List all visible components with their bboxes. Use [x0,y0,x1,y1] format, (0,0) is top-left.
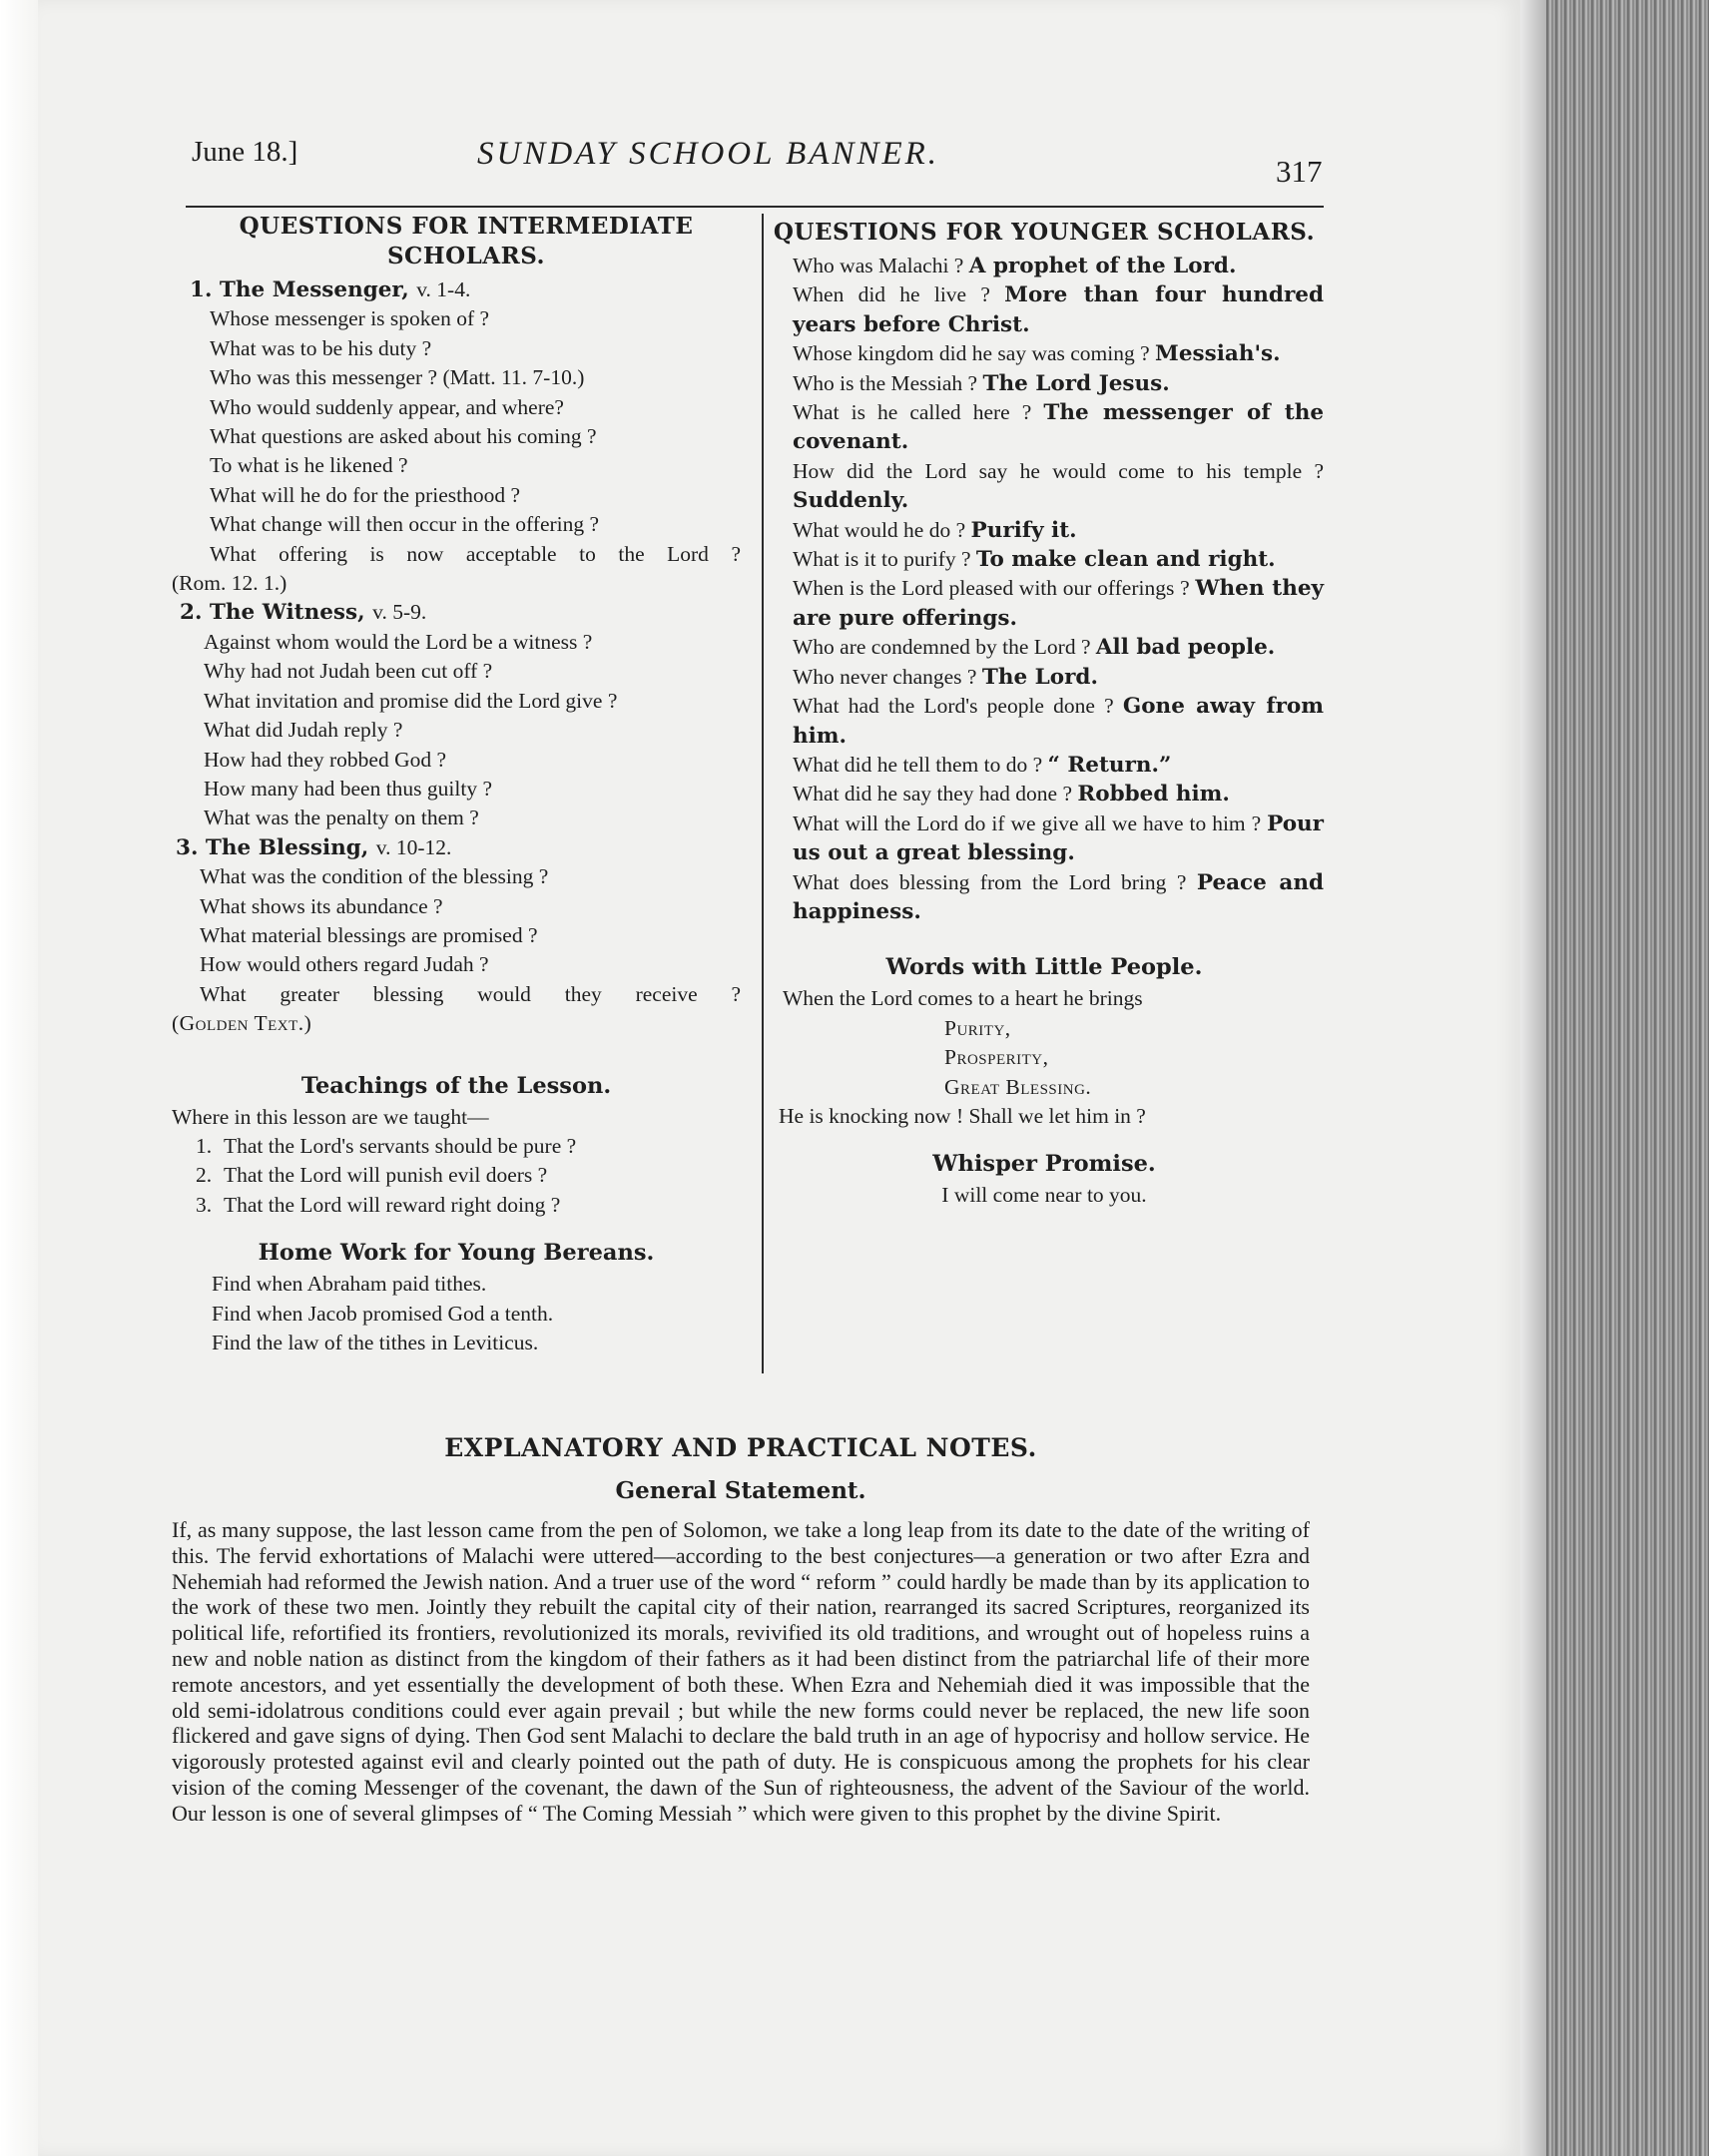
teachings-intro: Where in this lesson are we taught— [172,1104,489,1129]
section-title: 2. The Witness, [180,600,365,626]
page-left-margin [0,0,38,2156]
qa-item: Who never changes ? The Lord. [793,664,1098,690]
question: How had they robbed God ? [204,747,447,772]
notes-title: EXPLANATORY AND PRACTICAL NOTES. [444,1433,1037,1462]
book-spine-edge [1520,0,1709,2156]
qa-item: What is he called here ? The messenger of the covenant. [793,400,1325,455]
question: What invitation and promise did the Lord give ? [204,688,618,713]
question: To what is he likened ? [210,453,408,478]
header-date: June 18.] [192,136,298,168]
question: What questions are asked about his coming ? [210,424,597,449]
question: How many had been thus guilty ? [204,776,493,801]
teaching-item: 2. That the Lord will punish evil doers ? [196,1163,548,1188]
words-item: Prosperity, [944,1045,1049,1070]
section-ref: v. 5-9. [372,600,427,625]
teachings-heading: Teachings of the Lesson. [300,1072,612,1099]
notes-paragraph: If, as many suppose, the last lesson came from the pen of Solomon, we take a long leap from its date to the date of the writing of this. The fervid exhortations of Malachi were uttered—according to the best conjectures—a generation or two after Ezra and Nehemiah had reformed the Jewish nation. And a truer use of the word “ reform ” could hardly be made than by its application to the work of these two men. Jointly they rebuilt the capital city of their nation, rearranged its sacred Scriptures, reorganized its political life, refortified its frontiers, revolutionized its morals, revivified its old traditions, and wrought out of hopeless ruins a new and noble nation as distinct from the kingdom of their fathers as it had been distinct from the patriarchal life of their more remote ancestors, and yet essentially the development of both these. When Ezra and Nehemiah died it was impossible that the old semi-idolatrous conditions could ever again prevail ; but while the new forms could never be replaced, the new life soon flickered and gave signs of dying. Then God sent Malachi to declare the bald truth in an age of hypocrisy and hollow service. He vigorously protested against evil and clearly pointed out the path of duty. He is conspicuous among the prophets for his clear vision of the coming Messenger of the covenant, the dawn of the Sun of righteousness, the advent of the Saviour of the world. Our lesson is one of several glimpses of “ The Coming Messiah ” which were given to this prophet by the divine Spirit. [172,1517,1310,1826]
qa-item: What did he say they had done ? Robbed him. [793,782,1230,808]
question: What did Judah reply ? [204,718,403,743]
question: What was to be his duty ? [210,335,432,360]
qa-item: What will the Lord do if we give all we have to him ? Pour us out a great blessing. [793,810,1325,866]
younger-questions-column [765,218,1324,1211]
question: What was the condition of the blessing ? [200,864,549,889]
intermediate-questions-column [172,212,741,1357]
question: Against whom would the Lord be a witness ? [204,629,593,654]
qa-item: How did the Lord say he would come to his temple ? Suddenly. [793,458,1324,514]
qa-item: What is it to purify ? To make clean and right. [793,547,1276,573]
qa-item: What would he do ? Purify it. [793,517,1077,543]
question: How would others regard Judah ? [200,952,489,977]
header-title: SUNDAY SCHOOL BANNER. [477,136,940,172]
question: What offering is now acceptable to the Lord ? [210,541,741,566]
section-blessing [172,833,741,1039]
question: What shows its abundance ? [200,893,443,918]
section-ref: v. 1-4. [416,277,471,301]
section-title: 1. The Messenger, [190,277,409,302]
qa-item: What does blessing from the Lord bring ? Peace and happiness. [793,869,1324,924]
question: What material blessings are promised ? [200,922,538,947]
whisper-promise-heading: Whisper Promise. [932,1151,1156,1178]
words-intro: When the Lord comes to a heart he brings [783,986,1143,1011]
question: What will he do for the priesthood ? [210,482,521,507]
words-item: Great Blessing. [944,1074,1092,1099]
teaching-item: 1. That the Lord's servants should be pure ? [196,1133,577,1158]
question: What greater blessing would they receive ? [200,981,741,1006]
teaching-item: 3. That the Lord will reward right doing ? [196,1192,561,1217]
section-ref: v. 10-12. [375,834,452,859]
question: Who would suddenly appear, and where? [210,394,564,419]
home-work-item: Find the law of the tithes in Leviticus. [212,1331,539,1354]
page-number: 317 [1276,154,1323,189]
qa-item: Who was Malachi ? A prophet of the Lord. [793,254,1237,278]
whisper-promise-text: I will come near to you. [941,1183,1147,1208]
question: Why had not Judah been cut off ? [204,659,493,684]
younger-heading: QUESTIONS FOR YOUNGER SCHOLARS. [773,219,1316,246]
intermediate-heading: QUESTIONS FOR INTERMEDIATE SCHOLARS. [239,213,694,270]
qa-item: When did he live ? More than four hundred years before Christ. [793,282,1325,337]
qa-item: When is the Lord pleased with our offerings ? When they are pure offerings. [793,576,1325,631]
notes-subtitle: General Statement. [615,1477,866,1504]
section-witness [172,598,741,832]
question: What change will then occur in the offering ? [210,512,600,537]
question: What was the penalty on them ? [204,806,479,830]
column-divider [762,214,764,1373]
qa-item: Who are condemned by the Lord ? All bad people. [793,635,1276,661]
section-messenger [172,275,741,598]
qa-item: What had the Lord's people done ? Gone away from him. [793,694,1324,749]
section-title: 3. The Blessing, [176,834,369,860]
home-work-item: Find when Abraham paid tithes. [212,1272,487,1297]
words-item: Purity, [944,1015,1011,1040]
words-little-people-heading: Words with Little People. [885,954,1203,981]
header-rule [186,206,1324,208]
question: Who was this messenger ? (Matt. 11. 7-10.) [210,365,585,390]
question-reference: (Rom. 12. 1.) [172,571,287,596]
golden-text-reference: (Golden Text.) [172,1011,312,1036]
home-work-heading: Home Work for Young Bereans. [258,1240,655,1267]
qa-item: Whose kingdom did he say was coming ? Messiah's. [793,341,1281,367]
qa-item: What did he tell them to do ? “ Return.” [793,752,1172,778]
qa-item: Who is the Messiah ? The Lord Jesus. [793,370,1170,396]
words-closing: He is knocking now ! Shall we let him in ? [779,1103,1146,1128]
home-work-item: Find when Jacob promised God a tenth. [212,1301,554,1326]
question: Whose messenger is spoken of ? [210,306,490,331]
